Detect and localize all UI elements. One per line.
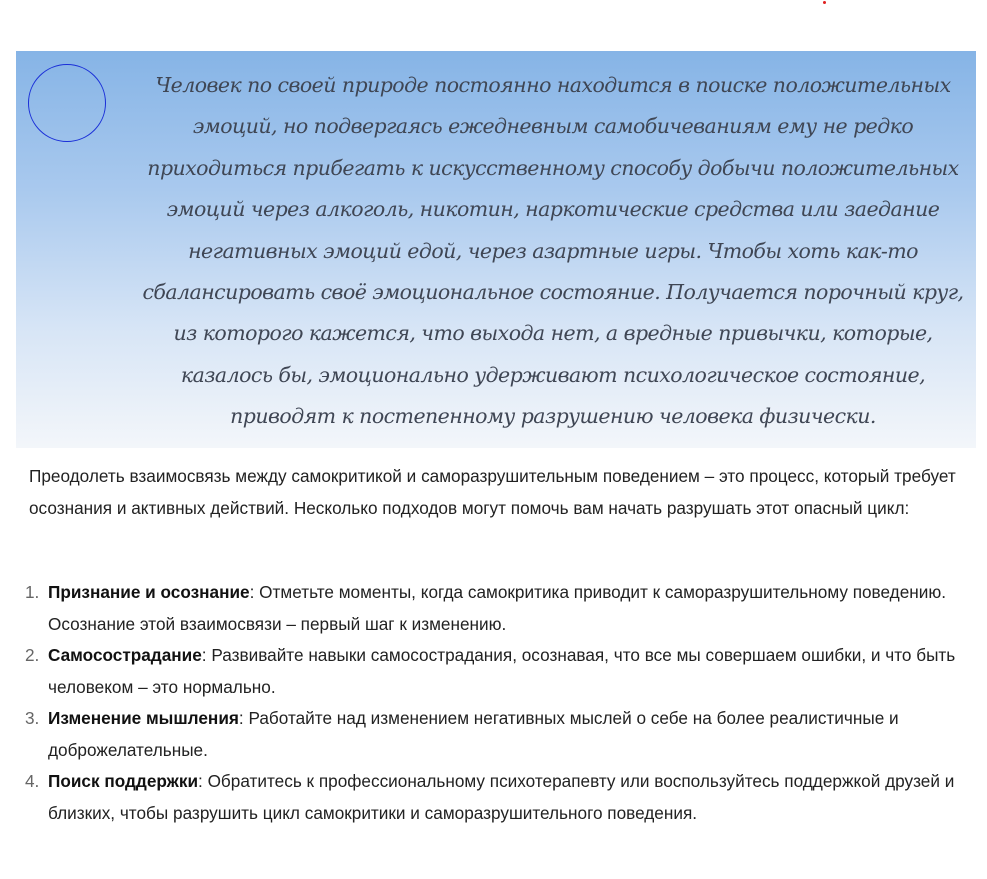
steps-list — [21, 577, 966, 829]
circle-outline-icon — [28, 64, 106, 142]
list-item-text: : Отметьте моменты, когда самокритика приводит к саморазрушительному поведению. Осознание этой взаимосвязи – первый шаг к изменению. — [48, 582, 947, 634]
list-item-title: Поиск поддержки — [48, 771, 199, 791]
list-item — [21, 766, 966, 829]
quote-block — [16, 51, 976, 448]
intro-paragraph: Преодолеть взаимосвязь между самокритикой и саморазрушительным поведением – это процесс, который требует осознания и активных действий. Несколько подходов могут помочь вам начать разрушать этот опасный цикл: — [29, 466, 956, 518]
list-item-title: Признание и осознание — [48, 582, 250, 602]
list-item — [21, 703, 966, 766]
list-item-number: 1. — [25, 582, 40, 602]
list-item — [21, 640, 966, 703]
list-item-text: : Развивайте навыки самосострадания, осознавая, что все мы совершаем ошибки, и что быть человеком – это нормально. — [48, 645, 956, 697]
quote-text: Человек по своей природе постоянно находится в поиске положительных эмоций, но подвергаясь ежедневным самобичеваниям ему не редко приходиться прибегать к искусственному способу добычи положительных эмоций через алкоголь, никотин, наркотические средства или заедание негативных эмоций едой, через азартные игры. Чтобы хоть как-то сбалансировать своё эмоциональное состояние. Получается порочный круг, из которого кажется, что выхода нет, а вредные привычки, которые, казалось бы, эмоционально удерживают психологическое состояние, приводят к постепенному разрушению человека физически. — [142, 73, 964, 429]
list-item-title: Изменение мышления — [48, 708, 239, 728]
list-item-number: 2. — [25, 645, 40, 665]
red-dot-icon — [823, 1, 826, 4]
list-item-text: : Обратитесь к профессиональному психотерапевту или воспользуйтесь поддержкой друзей и близких, чтобы разрушить цикл самокритики и саморазрушительного поведения. — [48, 771, 955, 823]
list-item-number: 3. — [25, 708, 40, 728]
list-item-text: : Работайте над изменением негативных мыслей о себе на более реалистичные и доброжелательные. — [48, 708, 899, 760]
list-item-title: Самосострадание — [48, 645, 202, 665]
list-item — [21, 577, 966, 640]
list-item-number: 4. — [25, 771, 40, 791]
